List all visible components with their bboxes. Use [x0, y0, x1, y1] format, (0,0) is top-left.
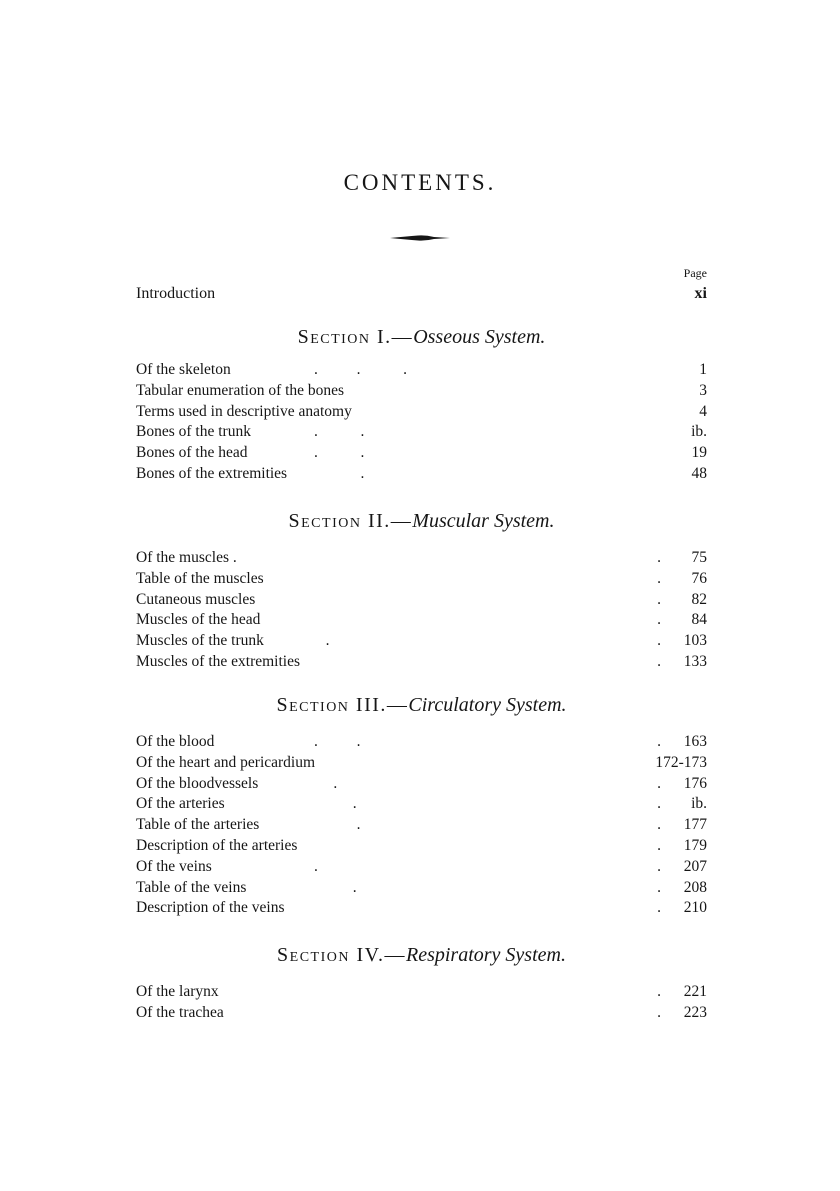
section-prefix: Section I.— — [297, 326, 414, 348]
section-title: Osseous System. — [413, 326, 546, 348]
section-title: Muscular System. — [412, 510, 555, 532]
section-prefix: Section IV.— — [277, 944, 406, 966]
entry-page: 103 — [683, 632, 707, 650]
introduction-page: xi — [694, 285, 707, 302]
toc-entry[interactable]: Of the skeleton . . . 1 — [136, 360, 707, 381]
page-title: CONTENTS. — [343, 170, 497, 195]
section-heading — [136, 694, 707, 717]
toc-entry[interactable]: Description of the veins . 210 — [136, 898, 707, 919]
section-heading — [136, 326, 707, 349]
entry-page: 82 — [691, 590, 707, 608]
toc-entry[interactable]: Of the trachea . 223 — [136, 1003, 707, 1024]
entry-page: 179 — [683, 836, 707, 854]
toc-entry[interactable]: Of the muscles . . 75 — [136, 548, 707, 569]
toc-entry[interactable]: Bones of the head . . 19 — [136, 443, 707, 464]
entry-page: 1 — [699, 361, 707, 378]
toc-entry[interactable]: Of the arteries . . ib. — [136, 794, 707, 815]
toc-entry[interactable]: Description of the arteries . 179 — [136, 836, 707, 857]
entry-page: ib. — [691, 795, 707, 813]
toc-entry[interactable]: Of the larynx . 221 — [136, 982, 707, 1003]
toc-entry[interactable]: Of the bloodvessels . . 176 — [136, 774, 707, 795]
toc-introduction-row[interactable] — [136, 284, 707, 304]
section-heading — [136, 510, 707, 533]
entry-page: 207 — [683, 857, 707, 875]
toc-entry[interactable]: Terms used in descriptive anatomy 4 — [136, 402, 707, 423]
entry-page: 223 — [683, 1003, 707, 1021]
entry-page: 208 — [683, 878, 707, 896]
entry-page: 177 — [683, 816, 707, 834]
entry-page: 19 — [691, 444, 707, 462]
entry-page: 163 — [683, 733, 707, 750]
introduction-label: Introduction — [136, 285, 216, 302]
entry-page: 172-173 — [655, 753, 707, 771]
entry-page: 84 — [691, 611, 707, 629]
toc-entry[interactable]: Cutaneous muscles . 82 — [136, 590, 707, 611]
toc-entry[interactable]: Of the blood . . . 163 — [136, 732, 707, 753]
entry-page: 3 — [699, 381, 707, 399]
toc-entry[interactable]: Muscles of the extremities . 133 — [136, 652, 707, 673]
entry-page: 76 — [691, 569, 707, 587]
toc-entry[interactable]: Of the veins . . 207 — [136, 857, 707, 878]
entry-page: 75 — [691, 549, 707, 566]
toc-entry[interactable]: Muscles of the head . 84 — [136, 610, 707, 631]
entry-page: 48 — [691, 464, 707, 482]
ornamental-rule — [388, 232, 452, 244]
section-title: Respiratory System. — [406, 944, 566, 966]
entry-page: 133 — [683, 652, 707, 670]
toc-entry[interactable]: Table of the muscles . 76 — [136, 569, 707, 590]
section-title: Circulatory System. — [408, 694, 567, 716]
toc-entry[interactable]: Tabular enumeration of the bones 3 — [136, 381, 707, 402]
section-prefix: Section II.— — [288, 510, 413, 532]
toc-entry[interactable]: Table of the veins . . 208 — [136, 878, 707, 899]
toc-entry[interactable]: Of the heart and pericardium 172-173 — [136, 753, 707, 774]
toc-entry[interactable]: Bones of the extremities . 48 — [136, 464, 707, 485]
toc-entry[interactable]: Bones of the trunk . . ib. — [136, 422, 707, 443]
toc-entry[interactable]: Table of the arteries . . 177 — [136, 815, 707, 836]
page-column-label: Page — [683, 266, 707, 280]
section-heading — [136, 944, 707, 967]
section-prefix: Section III.— — [276, 694, 409, 716]
entry-page: 176 — [683, 774, 707, 792]
toc-entry[interactable]: Muscles of the trunk . . 103 — [136, 631, 707, 652]
entry-page: 210 — [683, 899, 707, 917]
entry-page: ib. — [691, 423, 707, 441]
entry-page: 4 — [699, 402, 707, 420]
entry-page: 221 — [683, 983, 707, 1000]
